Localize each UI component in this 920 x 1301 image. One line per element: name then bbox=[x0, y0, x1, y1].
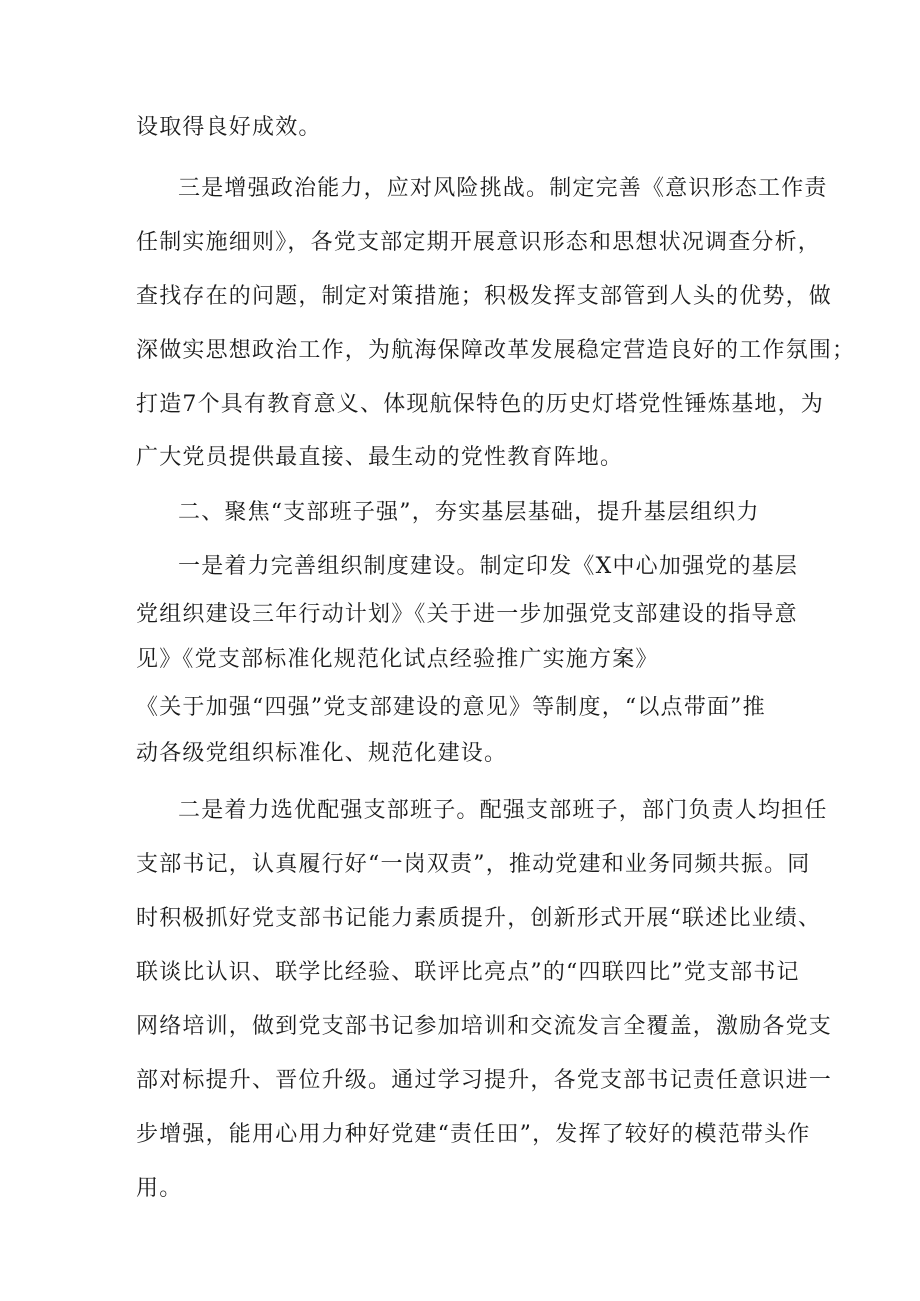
section-heading: 二、聚焦“支部班子强”，夯实基层基础，提升基层组织力 bbox=[178, 500, 760, 525]
text-line: 用。 bbox=[136, 1176, 183, 1201]
text-line: 三是增强政治能力，应对风险挑战。制定完善《意识形态工作责 bbox=[178, 176, 828, 201]
text-line: 设取得良好成效。 bbox=[136, 115, 322, 140]
text-line: 联谈比认识、联学比经验、联评比亮点”的“四联四比”党支部书记 bbox=[136, 960, 800, 985]
text-line: 二是着力选优配强支部班子。配强支部班子，部门负责人均担任 bbox=[178, 798, 828, 823]
text-line: 动各级党组织标准化、规范化建设。 bbox=[136, 741, 508, 766]
text-line: 广大党员提供最直接、最生动的党性教育阵地。 bbox=[136, 445, 624, 470]
text-line: 查找存在的问题，制定对策措施；积极发挥支部管到人头的优势，做 bbox=[136, 284, 833, 309]
text-line: 《关于加强“四强”党支部建设的意见》等制度，“以点带面”推 bbox=[136, 695, 766, 720]
text-line: 时积极抓好党支部书记能力素质提升，创新形式开展“联述比业绩、 bbox=[136, 906, 822, 931]
text-line: 打造7个具有教育意义、体现航保特色的历史灯塔党性锤炼基地，为 bbox=[136, 392, 824, 417]
text-line: 任制实施细则》，各党支部定期开展意识形态和思想状况调查分析， bbox=[136, 230, 822, 255]
text-line: 深做实思想政治工作，为航海保障改革发展稳定营造良好的工作氛围； bbox=[136, 338, 856, 363]
text-line: 网络培训，做到党支部书记参加培训和交流发言全覆盖，激励各党支 bbox=[136, 1014, 833, 1039]
text-line: 步增强，能用心用力种好党建“责任田”，发挥了较好的模范带头作 bbox=[136, 1122, 811, 1147]
text-line: 支部书记，认真履行好“一岗双责”，推动党建和业务同频共振。同 bbox=[136, 852, 811, 877]
text-line: 部对标提升、晋位升级。通过学习提升，各党支部书记责任意识进一 bbox=[136, 1068, 833, 1093]
text-line: 党组织建设三年行动计划》《关于进一步加强党支部建设的指导意 bbox=[136, 602, 798, 627]
text-line: 见》《党支部标准化规范化试点经验推广实施方案》 bbox=[136, 647, 659, 672]
text-line: 一是着力完善组织制度建设。制定印发《X中心加强党的基层 bbox=[178, 554, 799, 579]
